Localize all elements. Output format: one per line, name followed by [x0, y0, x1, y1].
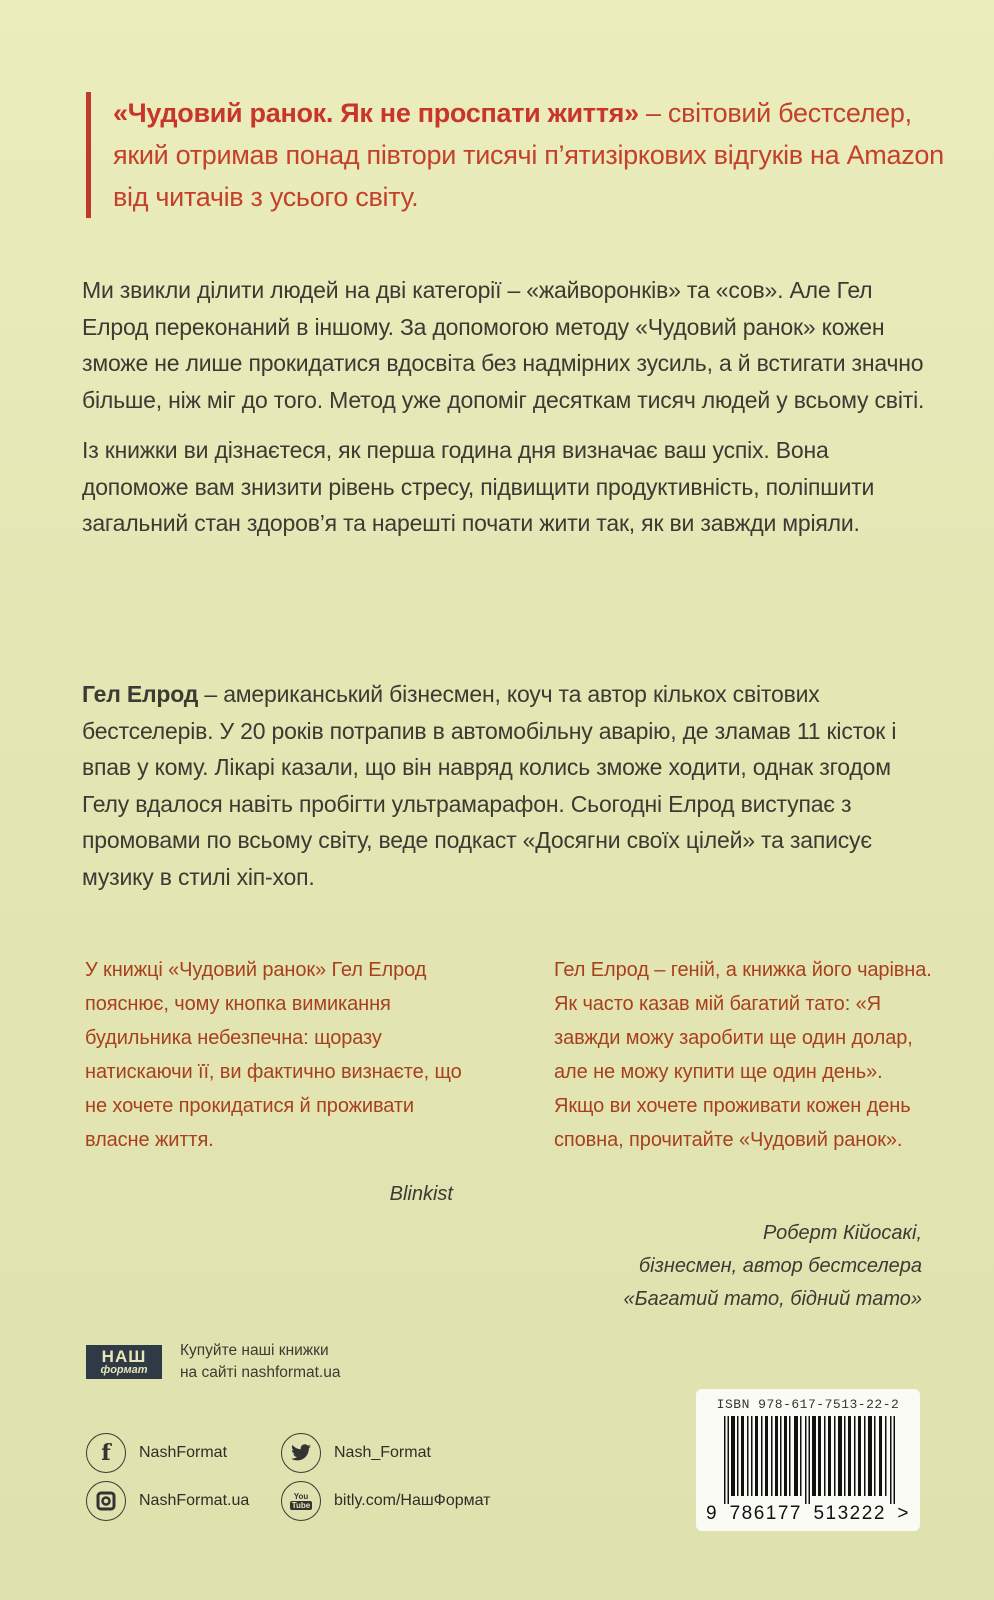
publisher-block: [86, 1340, 340, 1384]
facebook-icon: f: [86, 1433, 126, 1473]
publisher-line: Купуйте наші книжки: [180, 1342, 329, 1359]
review-quote-blinkist: У книжці «Чудовий ранок» Гел Елрод пояснює, чому кнопка вимикання будильника небезпечна: щоразу натискаючи її, ви фактично визнаєте, що не хочете прокидатися й проживати власне життя.: [85, 959, 462, 1151]
description-paragraph: Із книжки ви дізнаєтеся, як перша година дня визначає ваш успіх. Вона допоможе вам знизити рівень стресу, підвищити продуктивність, поліпшити загальний стан здоров’я та нарешті почати жити так, як ви завжди мріяли.: [82, 437, 875, 536]
lead-blurb: [86, 92, 953, 218]
isbn-digit-group: 513222: [813, 1503, 886, 1524]
social-facebook[interactable]: [86, 1433, 281, 1473]
social-label: bitly.com/НашФормат: [334, 1492, 491, 1509]
review-source-kiyosaki: [554, 1217, 922, 1316]
logo-bottom-text: формат: [100, 1364, 148, 1376]
source-line: бізнесмен, автор бестселера: [638, 1255, 922, 1277]
twitter-icon: [281, 1433, 321, 1473]
lead-text: – світовий бестселер, який отримав понад півтори тисячі п’ятизіркових відгуків на Amazon від читачів з усього світу.: [113, 98, 944, 212]
author-bio: [82, 676, 932, 895]
youtube-icon: You Tube: [281, 1481, 321, 1521]
publisher-logo: [86, 1345, 162, 1379]
social-links: [86, 1433, 521, 1521]
isbn-barcode: [696, 1389, 920, 1531]
isbn-digit-group: 786177: [729, 1503, 802, 1524]
social-label: NashFormat: [139, 1444, 228, 1461]
isbn-digits: [706, 1503, 910, 1525]
source-line: Роберт Кійосакі,: [763, 1222, 922, 1244]
logo-top-text: НАШ: [101, 1347, 147, 1366]
isbn-digit-end: >: [897, 1503, 910, 1524]
book-title: «Чудовий ранок. Як не проспати життя»: [113, 98, 639, 128]
publisher-text: [180, 1340, 340, 1384]
review-source-blinkist: Blinkist: [389, 1183, 453, 1205]
publisher-website[interactable]: на сайті nashformat.ua: [180, 1364, 341, 1381]
description-paragraph: Ми звикли ділити людей на дві категорії – «жайворонків» та «сов». Але Гел Елрод переконаний в іншому. За допомогою методу «Чудовий ранок» кожен зможе не лише прокидатися вдосвіта без надмірних зусиль, а й встигати значно більше, ніж міг до того. Метод уже допоміг десяткам тисяч людей у всьому світі.: [82, 277, 925, 413]
social-youtube[interactable]: [281, 1481, 521, 1521]
review-quote-kiyosaki: Гел Елрод – геній, а книжка його чарівна. Як часто казав мій багатий тато: «Я завжди можу заробити ще один долар, але не можу купити ще один день». Якщо ви хочете проживати кожен день сповна, прочитайте «Чудовий ранок».: [554, 959, 932, 1151]
source-line: «Багатий тато, бідний тато»: [623, 1288, 922, 1310]
barcode-icon: [724, 1416, 899, 1504]
isbn-digit-first: 9: [706, 1503, 719, 1524]
author-name: Гел Елрод: [82, 681, 199, 707]
instagram-icon: [86, 1481, 126, 1521]
book-description: [82, 272, 932, 556]
social-label: NashFormat.ua: [139, 1492, 250, 1509]
author-bio-text: – американський бізнесмен, коуч та автор кількох світових бестселерів. У 20 років потрапив в автомобільну аварію, де зламав 11 кісток і впав у кому. Лікарі казали, що він навряд колись зможе ходити, однак згодом Гелу вдалося навіть пробігти ультрамарафон. Сьогодні Елрод виступає з промовами по всьому світу, веде подкаст «Досягни своїх цілей» та записує музику в стилі хіп-хоп.: [82, 681, 897, 890]
social-twitter[interactable]: [281, 1433, 521, 1473]
isbn-label: ISBN 978-617-7513-22-2: [716, 1397, 900, 1412]
social-instagram[interactable]: [86, 1481, 281, 1521]
social-label: Nash_Format: [334, 1444, 431, 1461]
